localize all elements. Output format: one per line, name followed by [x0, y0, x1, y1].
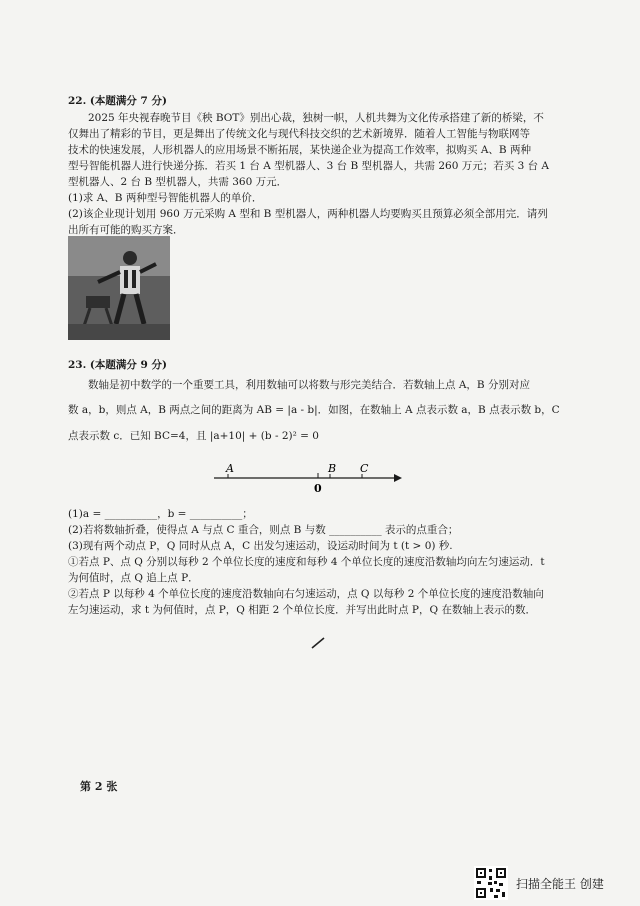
scanner-watermark-text: 扫描全能王 创建: [516, 876, 604, 891]
qr-code-icon: [474, 866, 508, 900]
q23-line: 数轴是初中数学的一个重要工具，利用数轴可以将数与形完美结合．若数轴上点 A，B 分别对应: [88, 379, 530, 391]
q22-line: 型号智能机器人进行快递分拣．若买 1 台 A 型机器人、3 台 B 型机器人，共需 260 万元；若买 3 台 A: [68, 160, 550, 172]
q23-part-2: (2)若将数轴折叠，使得点 A 与点 C 重合，则点 B 与数 __________ 表示的点重合；: [68, 524, 459, 536]
pen-mark: [310, 636, 330, 650]
robot-dance-photo: [68, 236, 170, 340]
q23-line: 点表示数 c．已知 BC=4，且 |a+10| + (b - 2)² = 0: [68, 430, 319, 442]
q23-part-1: (1)a = __________，b = __________；: [68, 508, 253, 520]
q23-part-3: (3)现有两个动点 P，Q 同时从点 A，C 出发匀速运动，设运动时间为 t (t > 0) 秒.: [68, 540, 453, 552]
page-footer: 第 2 张: [80, 780, 118, 793]
q22-part-2-cont: 出所有可能的购买方案．: [68, 224, 184, 236]
q22-line: 2025 年央视春晚节目《秧 BOT》别出心裁，独树一帜，人机共舞为文化传承搭建了新的桥梁，不: [88, 112, 544, 124]
q22-part-1: (1)求 A、B 两种型号智能机器人的单价．: [68, 192, 263, 204]
q22-part-2: (2)该企业现计划用 960 万元采购 A 型和 B 型机器人，两种机器人均要购买且预算必须全部用完．请列: [68, 208, 548, 220]
scanner-watermark: [474, 866, 604, 900]
q23-heading: 23. (本题满分 9 分): [68, 359, 167, 371]
q22-line: 型机器人、2 台 B 型机器人，共需 360 万元．: [68, 176, 288, 188]
q22-line: 仅舞出了精彩的节目，更是舞出了传统文化与现代科技交织的艺术新境界．随着人工智能与物联网等: [68, 128, 530, 140]
origin-label: 0: [314, 482, 322, 495]
q22-heading: 22. (本题满分 7 分): [68, 95, 167, 107]
q23-part-3-1-cont: 为何值时，点 Q 追上点 P．: [68, 572, 199, 584]
q23-line: 数 a，b，则点 A，B 两点之间的距离为 AB = |a - b|．如图，在数轴上 A 点表示数 a，B 点表示数 b，C: [68, 404, 560, 416]
q23-part-3-1: ①若点 P、点 Q 分别以每秒 2 个单位长度的速度和每秒 4 个单位长度的速度沿数轴均向左匀速运动．t: [68, 556, 545, 568]
point-a-label: A: [226, 462, 234, 475]
q22-line: 技术的快速发展，人形机器人的应用场景不断拓展，某快递企业为提高工作效率，拟购买 A、B 两种: [68, 144, 531, 156]
q23-part-3-2: ②若点 P 以每秒 4 个单位长度的速度沿数轴向右匀速运动，点 Q 以每秒 2 个单位长度的速度沿数轴向: [68, 588, 544, 600]
q23-part-3-2-cont: 左匀速运动，求 t 为何值时，点 P，Q 相距 2 个单位长度．并写出此时点 P，Q 在数轴上表示的数．: [68, 604, 536, 616]
number-line: [200, 456, 410, 496]
point-b-label: B: [328, 462, 337, 475]
point-c-label: C: [360, 462, 369, 475]
